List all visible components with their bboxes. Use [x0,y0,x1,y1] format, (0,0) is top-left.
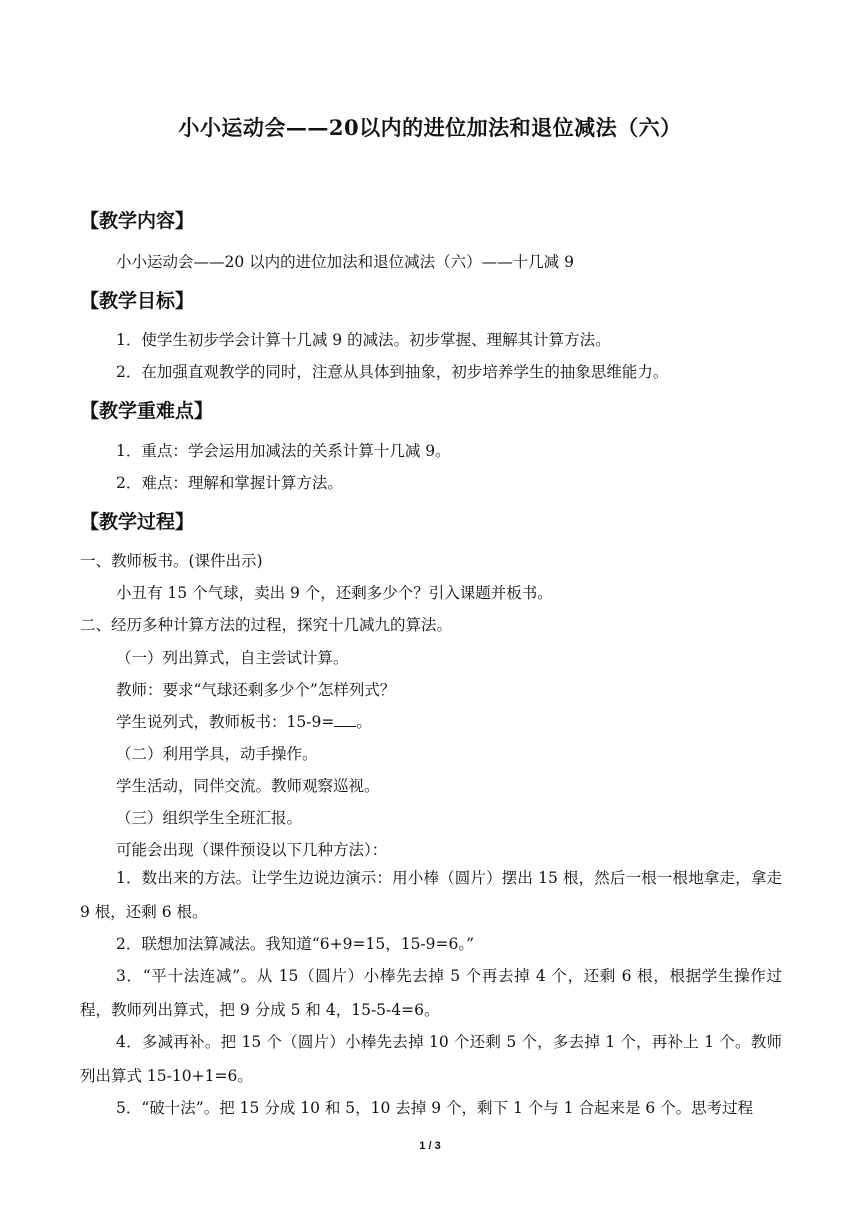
key-point-2: 2．难点：理解和掌握计算方法。 [116,474,343,492]
sub-step-2: （二）利用学具，动手操作。 [116,745,318,763]
document-title: 小小运动会——20以内的进位加法和退位减法（六） [178,115,682,140]
method-4: 4．多减再补。把 15 个（圆片）小棒先去掉 10 个还剩 5 个，多去掉 1 个，再补上 1 个。教师列出算式 15-10+1=6。 [80,1033,782,1085]
heading-teaching-goals: 【教学目标】 [80,290,195,312]
method-2: 2．联想加法算减法。我知道“6+9=15，15-9=6。” [116,935,475,953]
student-equation-end: 。 [356,713,372,731]
process-step-1-text: 小丑有 15 个气球，卖出 9 个，还剩多少个？引入课题并板书。 [116,584,553,602]
page-number: 1 / 3 [419,1140,441,1152]
possible-methods-intro: 可能会出现（课件预设以下几种方法）： [116,841,388,859]
goal-item-1: 1．使学生初步学会计算十几减 9 的减法。初步掌握、理解其计算方法。 [116,331,611,349]
answer-blank [334,712,356,727]
student-activity: 学生活动，同伴交流。教师观察巡视。 [116,777,380,795]
heading-key-points: 【教学重难点】 [80,400,214,422]
teaching-content-text: 小小运动会——20 以内的进位加法和退位减法（六）——十几减 9 [116,253,574,271]
method-3: 3．“平十法连减”。从 15（圆片）小棒先去掉 5 个再去掉 4 个，还剩 6 根，根据学生操作过程，教师列出算式，把 9 分成 5 和 4，15-5-4=6。 [80,967,782,1019]
method-1: 1．数出来的方法。让学生边说边演示：用小棒（圆片）摆出 15 根，然后一根一根地拿走，拿走 9 根，还剩 6 根。 [80,869,782,921]
method-5: 5．“破十法”。把 15 分成 10 和 5，10 去掉 9 个，剩下 1 个与 1 合起来是 6 个。思考过程 [116,1099,754,1117]
student-equation-text: 学生说列式，教师板书：15-9= [116,713,335,731]
process-step-2: 二、经历多种计算方法的过程，探究十几减九的算法。 [80,616,453,634]
heading-teaching-content: 【教学内容】 [80,210,195,232]
goal-item-2: 2．在加强直观教学的同时，注意从具体到抽象，初步培养学生的抽象思维能力。 [116,363,669,381]
key-point-1: 1．重点：学会运用加减法的关系计算十几减 9。 [116,442,451,460]
heading-teaching-process: 【教学过程】 [80,511,195,533]
sub-step-1: （一）列出算式，自主尝试计算。 [116,649,349,667]
process-step-1: 一、教师板书。(课件出示) [80,552,263,570]
teacher-question: 教师：要求“气球还剩多少个”怎样列式？ [116,681,396,699]
sub-step-3: （三）组织学生全班汇报。 [116,809,303,827]
student-equation [116,712,372,732]
